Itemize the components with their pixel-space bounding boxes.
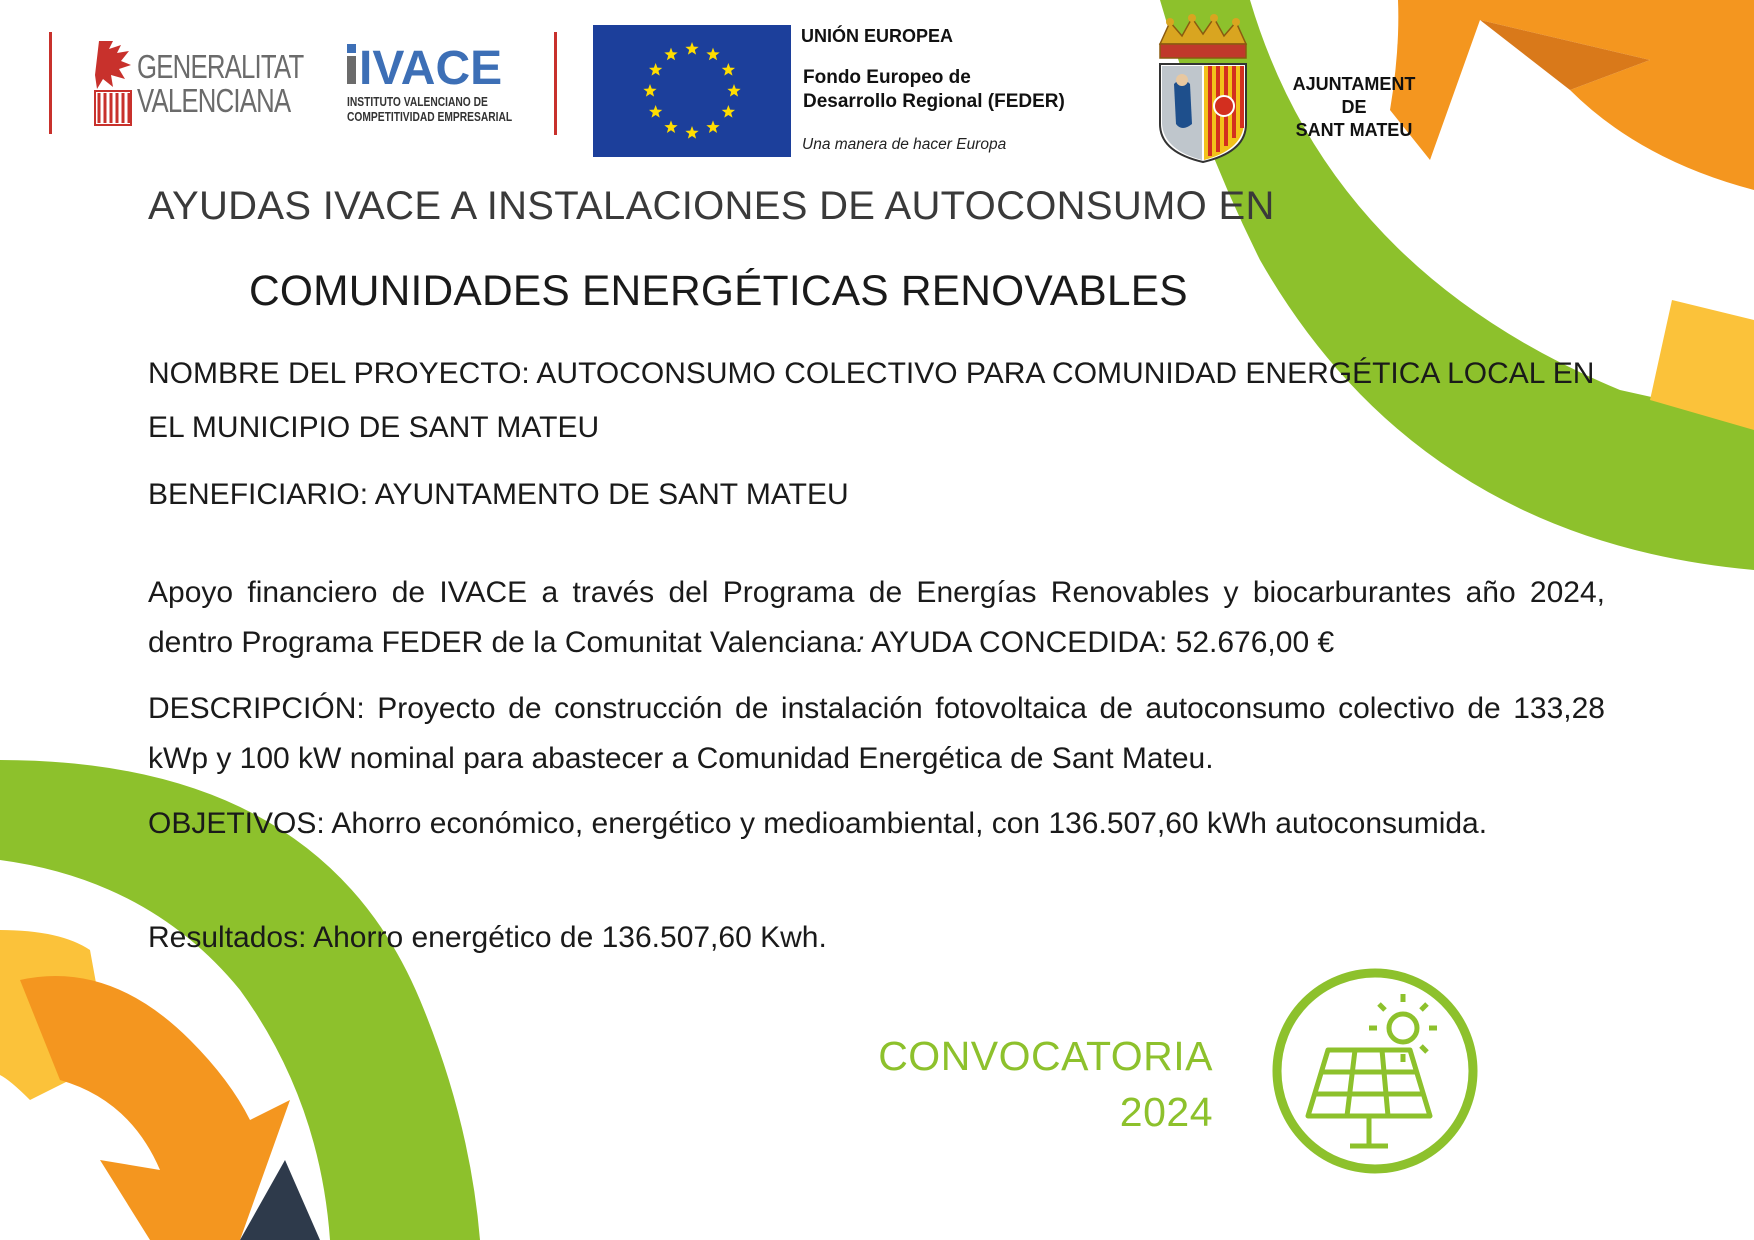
eu-fund-line2: Desarrollo Regional (FEDER) (803, 91, 1065, 112)
left-red-divider (49, 32, 52, 134)
call-label: CONVOCATORIA (878, 1033, 1213, 1079)
top-right-orange-arrow (1390, 0, 1754, 190)
ivace-logo-text: IVACE (359, 42, 503, 90)
generalitat-line2: VALENCIANA (137, 82, 291, 119)
eu-star (649, 63, 662, 76)
right-red-divider (554, 32, 557, 135)
solar-panel-icon (1270, 966, 1480, 1176)
ivace-subtitle-line1: INSTITUTO VALENCIANO DE (347, 95, 488, 109)
call-year: 2024 (1119, 1089, 1213, 1135)
eu-star (706, 48, 719, 61)
eu-star (664, 120, 677, 133)
sant-mateu-crest-icon (1152, 14, 1254, 164)
description: DESCRIPCIÓN: Proyecto de construcción de instalación fotovoltaica de autoconsumo colectivo de 133,28 kWp y 100 kW nominal para abastecer a Comunidad Energética de Sant Mateu. (148, 692, 1605, 775)
eu-star (722, 105, 735, 118)
eu-star (685, 42, 698, 55)
eu-fund-name (803, 66, 1065, 114)
eu-star (706, 120, 719, 133)
ajuntament-line3: SANT MATEU (1295, 120, 1413, 140)
generalitat-emblem-icon (91, 39, 137, 127)
objectives: OBJETIVOS: Ahorro económico, energético y medioambiental, con 136.507,60 kWh autoconsumida. (148, 807, 1488, 840)
eu-title: UNIÓN EUROPEA (801, 26, 954, 46)
financial-support-text: Apoyo financiero de IVACE a través del Programa de Energías Renovables y biocarburantes año 2024, dentro Programa FEDER de la Comunitat Valenciana (148, 576, 1605, 659)
ivace-subtitle-line2: COMPETITIVIDAD EMPRESARIAL (347, 110, 513, 124)
eu-motto: Una manera de hacer Europa (802, 136, 1007, 153)
eu-star (643, 84, 656, 97)
main-title-line1: AYUDAS IVACE A INSTALACIONES DE AUTOCONSUMO EN (148, 184, 1275, 228)
ajuntament-line2: DE (1341, 97, 1367, 117)
aid-granted: AYUDA CONCEDIDA: 52.676,00 € (864, 626, 1335, 659)
project-name: NOMBRE DEL PROYECTO: AUTOCONSUMO COLECTIVO PARA COMUNIDAD ENERGÉTICA LOCAL EN EL MUNICIPIO DE SANT MATEU (148, 357, 1595, 444)
eu-star (685, 126, 698, 139)
eu-star (664, 48, 677, 61)
financial-support-colon: : (856, 626, 865, 659)
generalitat-line1: GENERALITAT (137, 48, 304, 85)
ajuntament-name (1274, 73, 1434, 142)
eu-stars-icon (593, 25, 791, 157)
main-title-line2: COMUNIDADES ENERGÉTICAS RENOVABLES (249, 268, 1188, 315)
financial-support (148, 568, 1605, 668)
generalitat-wordmark (137, 50, 303, 118)
eu-star (727, 84, 740, 97)
bottom-left-orange-arrow (20, 976, 290, 1240)
ivace-logo (345, 38, 515, 90)
eu-fund-line1: Fondo Europeo de (803, 67, 971, 88)
results: Resultados: Ahorro energético de 136.507,60 Kwh. (148, 921, 827, 954)
eu-star (722, 63, 735, 76)
ajuntament-line1: AJUNTAMENT (1292, 74, 1416, 94)
eu-star (649, 105, 662, 118)
eu-flag (593, 25, 791, 157)
ivace-subtitle (347, 95, 512, 125)
beneficiary: BENEFICIARIO: AYUNTAMENTO DE SANT MATEU (148, 478, 849, 511)
